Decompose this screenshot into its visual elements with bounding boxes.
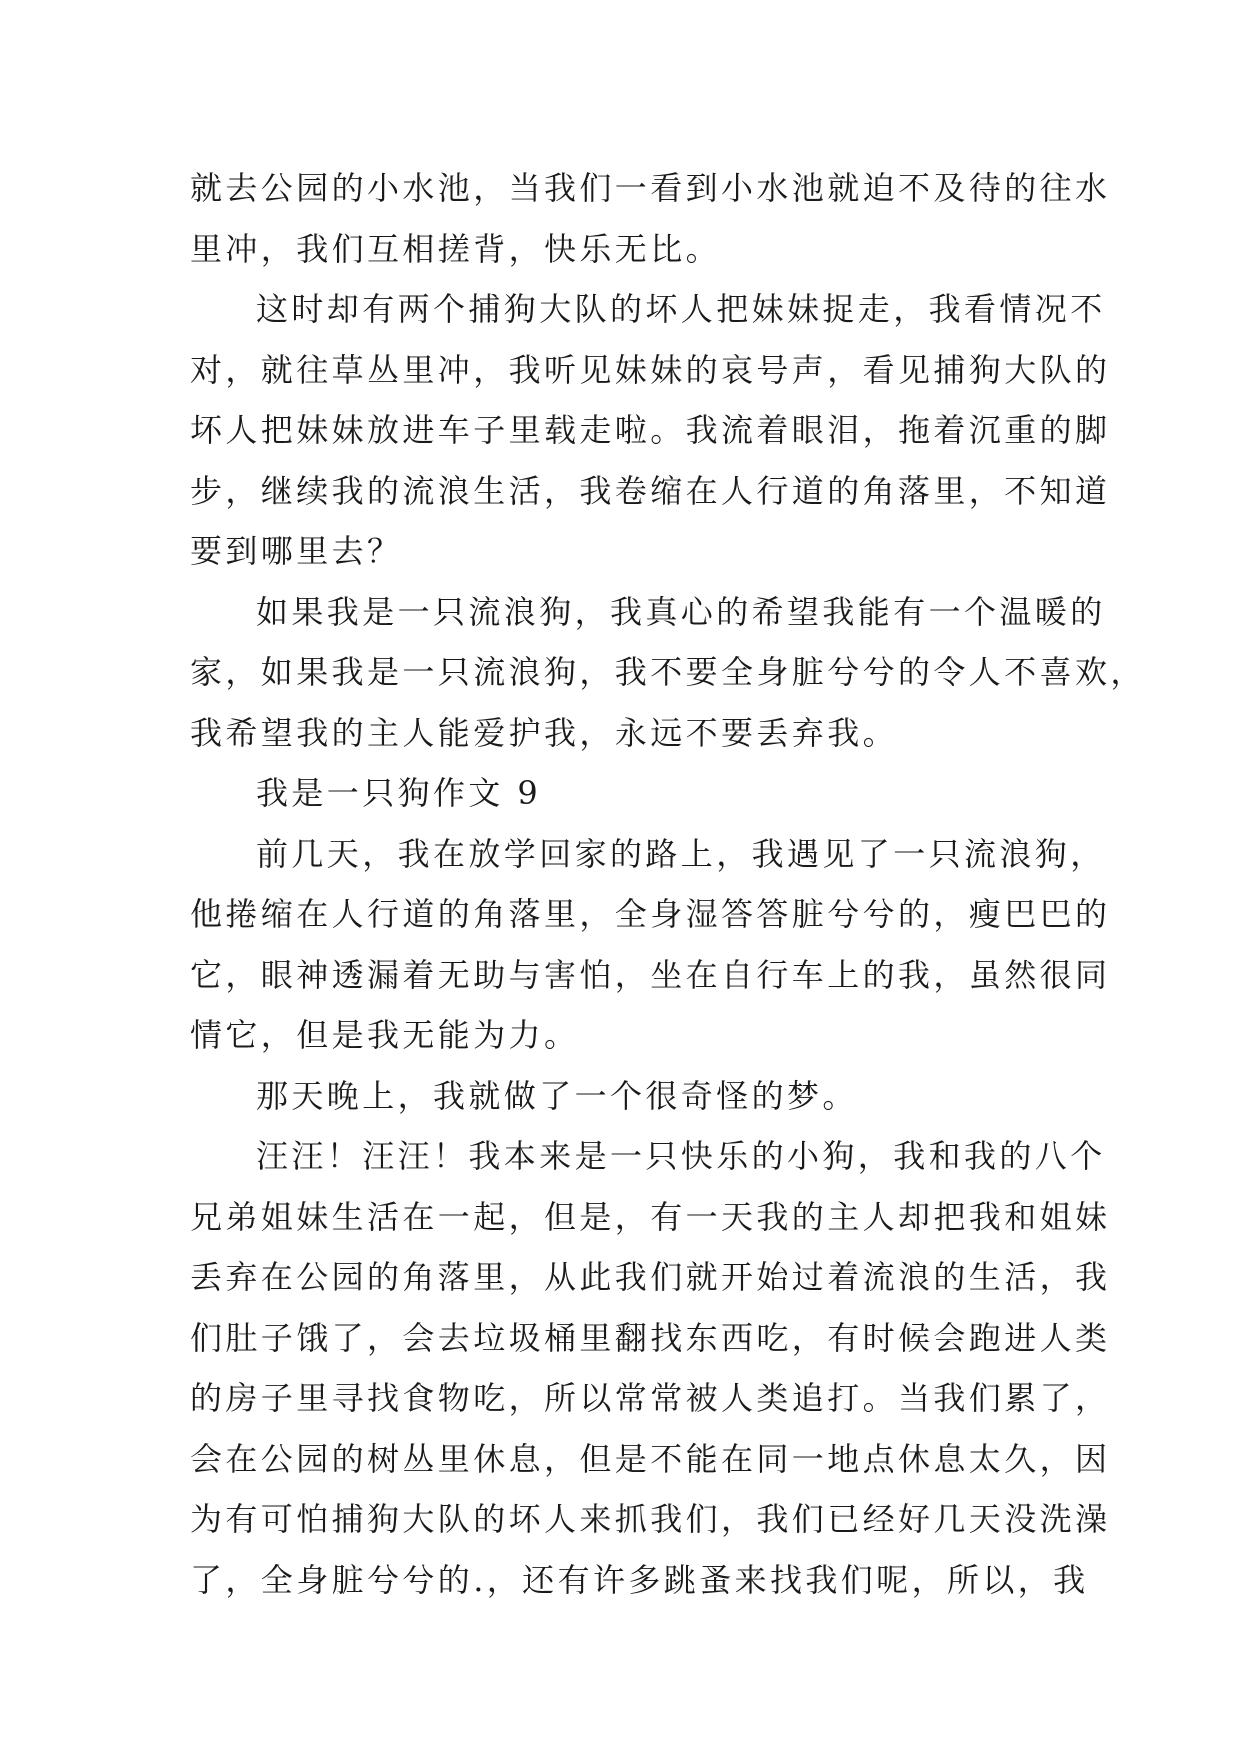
text-line: 情它，但是我无能为力。 [190, 1016, 580, 1054]
text-line: 了，全身脏兮兮的.，还有许多跳蚤来找我们呢，所以，我 [190, 1560, 1089, 1599]
paragraph-start-line: 如果我是一只流浪狗，我真心的希望我能有一个温暖的 [256, 592, 1106, 631]
text-line: 坏人把妹妹放进车子里载走啦。我流着眼泪，拖着沉重的脚 [190, 411, 1111, 449]
paragraph-start-line: 那天晚上，我就做了一个很奇怪的梦。 [256, 1076, 858, 1115]
text-line: 步，继续我的流浪生活，我卷缩在人行道的角落里，不知道 [190, 471, 1111, 510]
paragraph-start-line: 汪汪！汪汪！我本来是一只快乐的小狗，我和我的八个 [256, 1137, 1106, 1175]
text-line: 会在公园的树丛里休息，但是不能在同一地点休息太久，因 [190, 1439, 1111, 1478]
text-line: 兄弟姐妹生活在一起，但是，有一天我的主人却把我和姐妹 [190, 1197, 1111, 1236]
paragraph-start-line: 这时却有两个捕狗大队的坏人把妹妹捉走，我看情况不 [256, 290, 1106, 328]
section-heading: 我是一只狗作文 9 [256, 774, 542, 812]
text-line: 我希望我的主人能爱护我，永远不要丢弃我。 [190, 713, 899, 752]
text-line: 要到哪里去？ [190, 532, 403, 570]
text-line: 为有可怕捕狗大队的坏人来抓我们，我们已经好几天没洗澡 [190, 1500, 1111, 1538]
text-line: 家，如果我是一只流浪狗，我不要全身脏兮兮的令人不喜欢， [190, 653, 1146, 691]
text-line: 们肚子饿了，会去垃圾桶里翻找东西吃，有时候会跑进人类 [190, 1318, 1111, 1357]
text-line: 对，就往草丛里冲，我听见妹妹的哀号声，看见捕狗大队的 [190, 350, 1111, 389]
paragraph-start-line: 前几天，我在放学回家的路上，我遇见了一只流浪狗， [256, 834, 1106, 873]
document-body [190, 158, 1146, 1610]
text-line: 它，眼神透漏着无助与害怕，坐在自行车上的我，虽然很同 [190, 955, 1111, 994]
text-line: 他捲缩在人行道的角落里，全身湿答答脏兮兮的，瘦巴巴的 [190, 895, 1111, 933]
text-line: 丢弃在公园的角落里，从此我们就开始过着流浪的生活，我 [190, 1258, 1111, 1296]
text-line: 就去公园的小水池，当我们一看到小水池就迫不及待的往水 [190, 169, 1111, 207]
text-line: 的房子里寻找食物吃，所以常常被人类追打。当我们累了， [190, 1379, 1111, 1417]
text-line: 里冲，我们互相搓背，快乐无比。 [190, 229, 722, 268]
